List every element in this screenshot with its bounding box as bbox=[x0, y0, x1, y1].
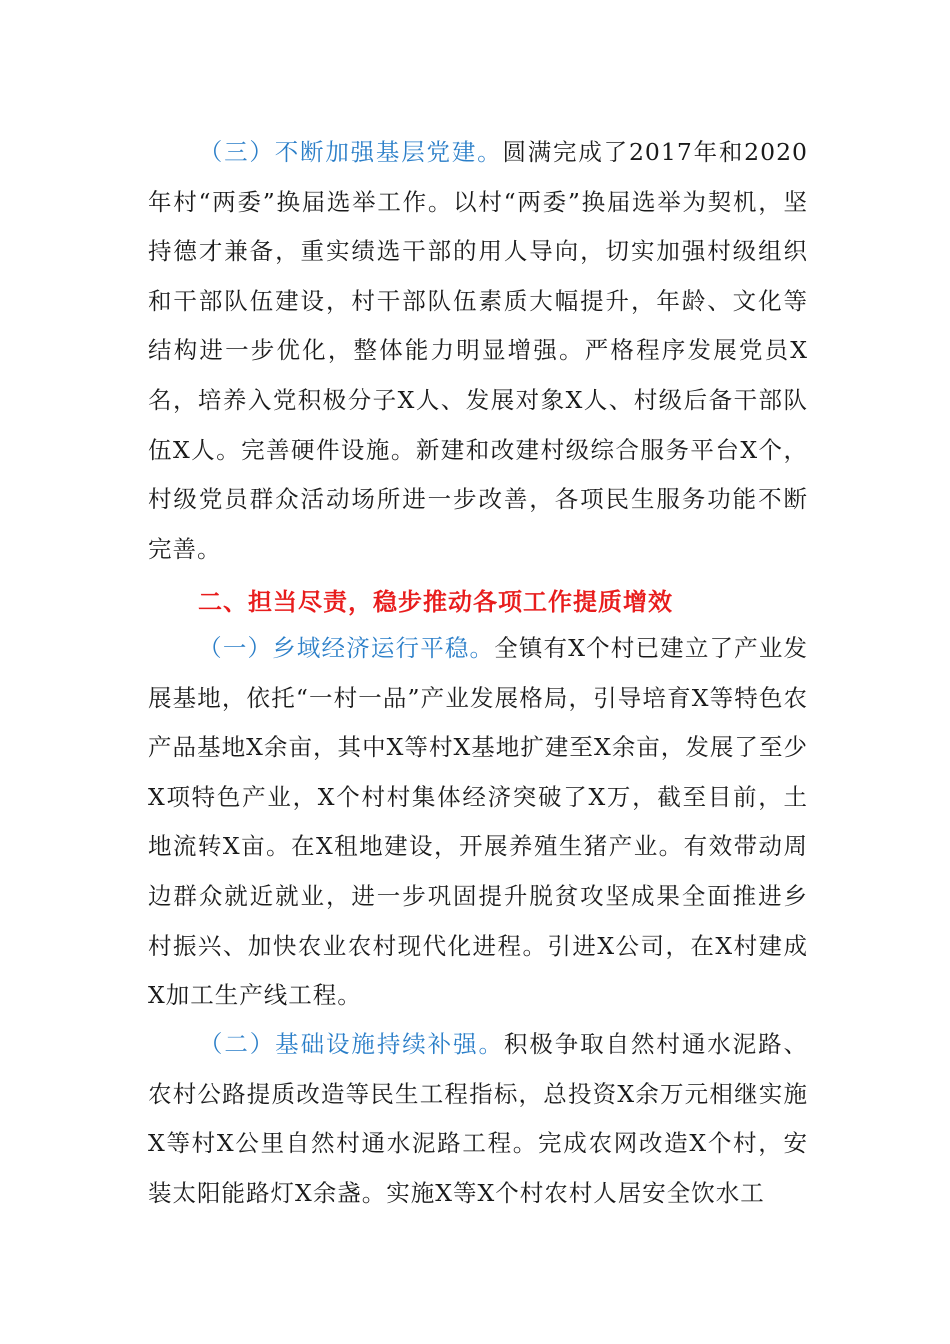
subheading-infrastructure: （二）基础设施持续补强。 bbox=[198, 1030, 504, 1058]
paragraph-party-building bbox=[148, 128, 808, 574]
section-heading: 二、担当尽责，稳步推动各项工作提质增效 bbox=[198, 588, 673, 616]
paragraph-body: 积极争取自然村通水泥路、农村公路提质改造等民生工程指标，总投资X余万元相继实施X等村X公里自然村通水泥路工程。完成农网改造X个村，安装太阳能路灯X余盏。实施X等X个村农村人居安全饮水工 bbox=[148, 1030, 809, 1207]
paragraph-rural-economy bbox=[148, 624, 808, 1021]
paragraph-body: 圆满完成了2017年和2020年村“两委”换届选举工作。以村“两委”换届选举为契机，坚持德才兼备，重实绩选干部的用人导向，切实加强村级组织和干部队伍建设，村干部队伍素质大幅提升，年龄、文化等结构进一步优化，整体能力明显增强。严格程序发展党员X名，培养入党积极分子X人、发展对象X人、村级后备干部队伍X人。完善硬件设施。新建和改建村级综合服务平台X个，村级党员群众活动场所进一步改善，各项民生服务功能不断完善。 bbox=[148, 138, 808, 563]
subheading-rural-economy: （一）乡域经济运行平稳。 bbox=[198, 634, 495, 662]
subheading-party-building: （三）不断加强基层党建。 bbox=[198, 138, 503, 166]
paragraph-infrastructure bbox=[148, 1020, 808, 1218]
paragraph-body: 全镇有X个村已建立了产业发展基地，依托“一村一品”产业发展格局，引导培育X等特色农产品基地X余亩，其中X等村X基地扩建至X余亩，发展了至少X项特色产业，X个村村集体经济突破了X万，截至目前，土地流转X亩。在X租地建设，开展养殖生猪产业。有效带动周边群众就近就业，进一步巩固提升脱贫攻坚成果全面推进乡村振兴、加快农业农村现代化进程。引进X公司，在X村建成X加工生产线工程。 bbox=[148, 634, 808, 1010]
